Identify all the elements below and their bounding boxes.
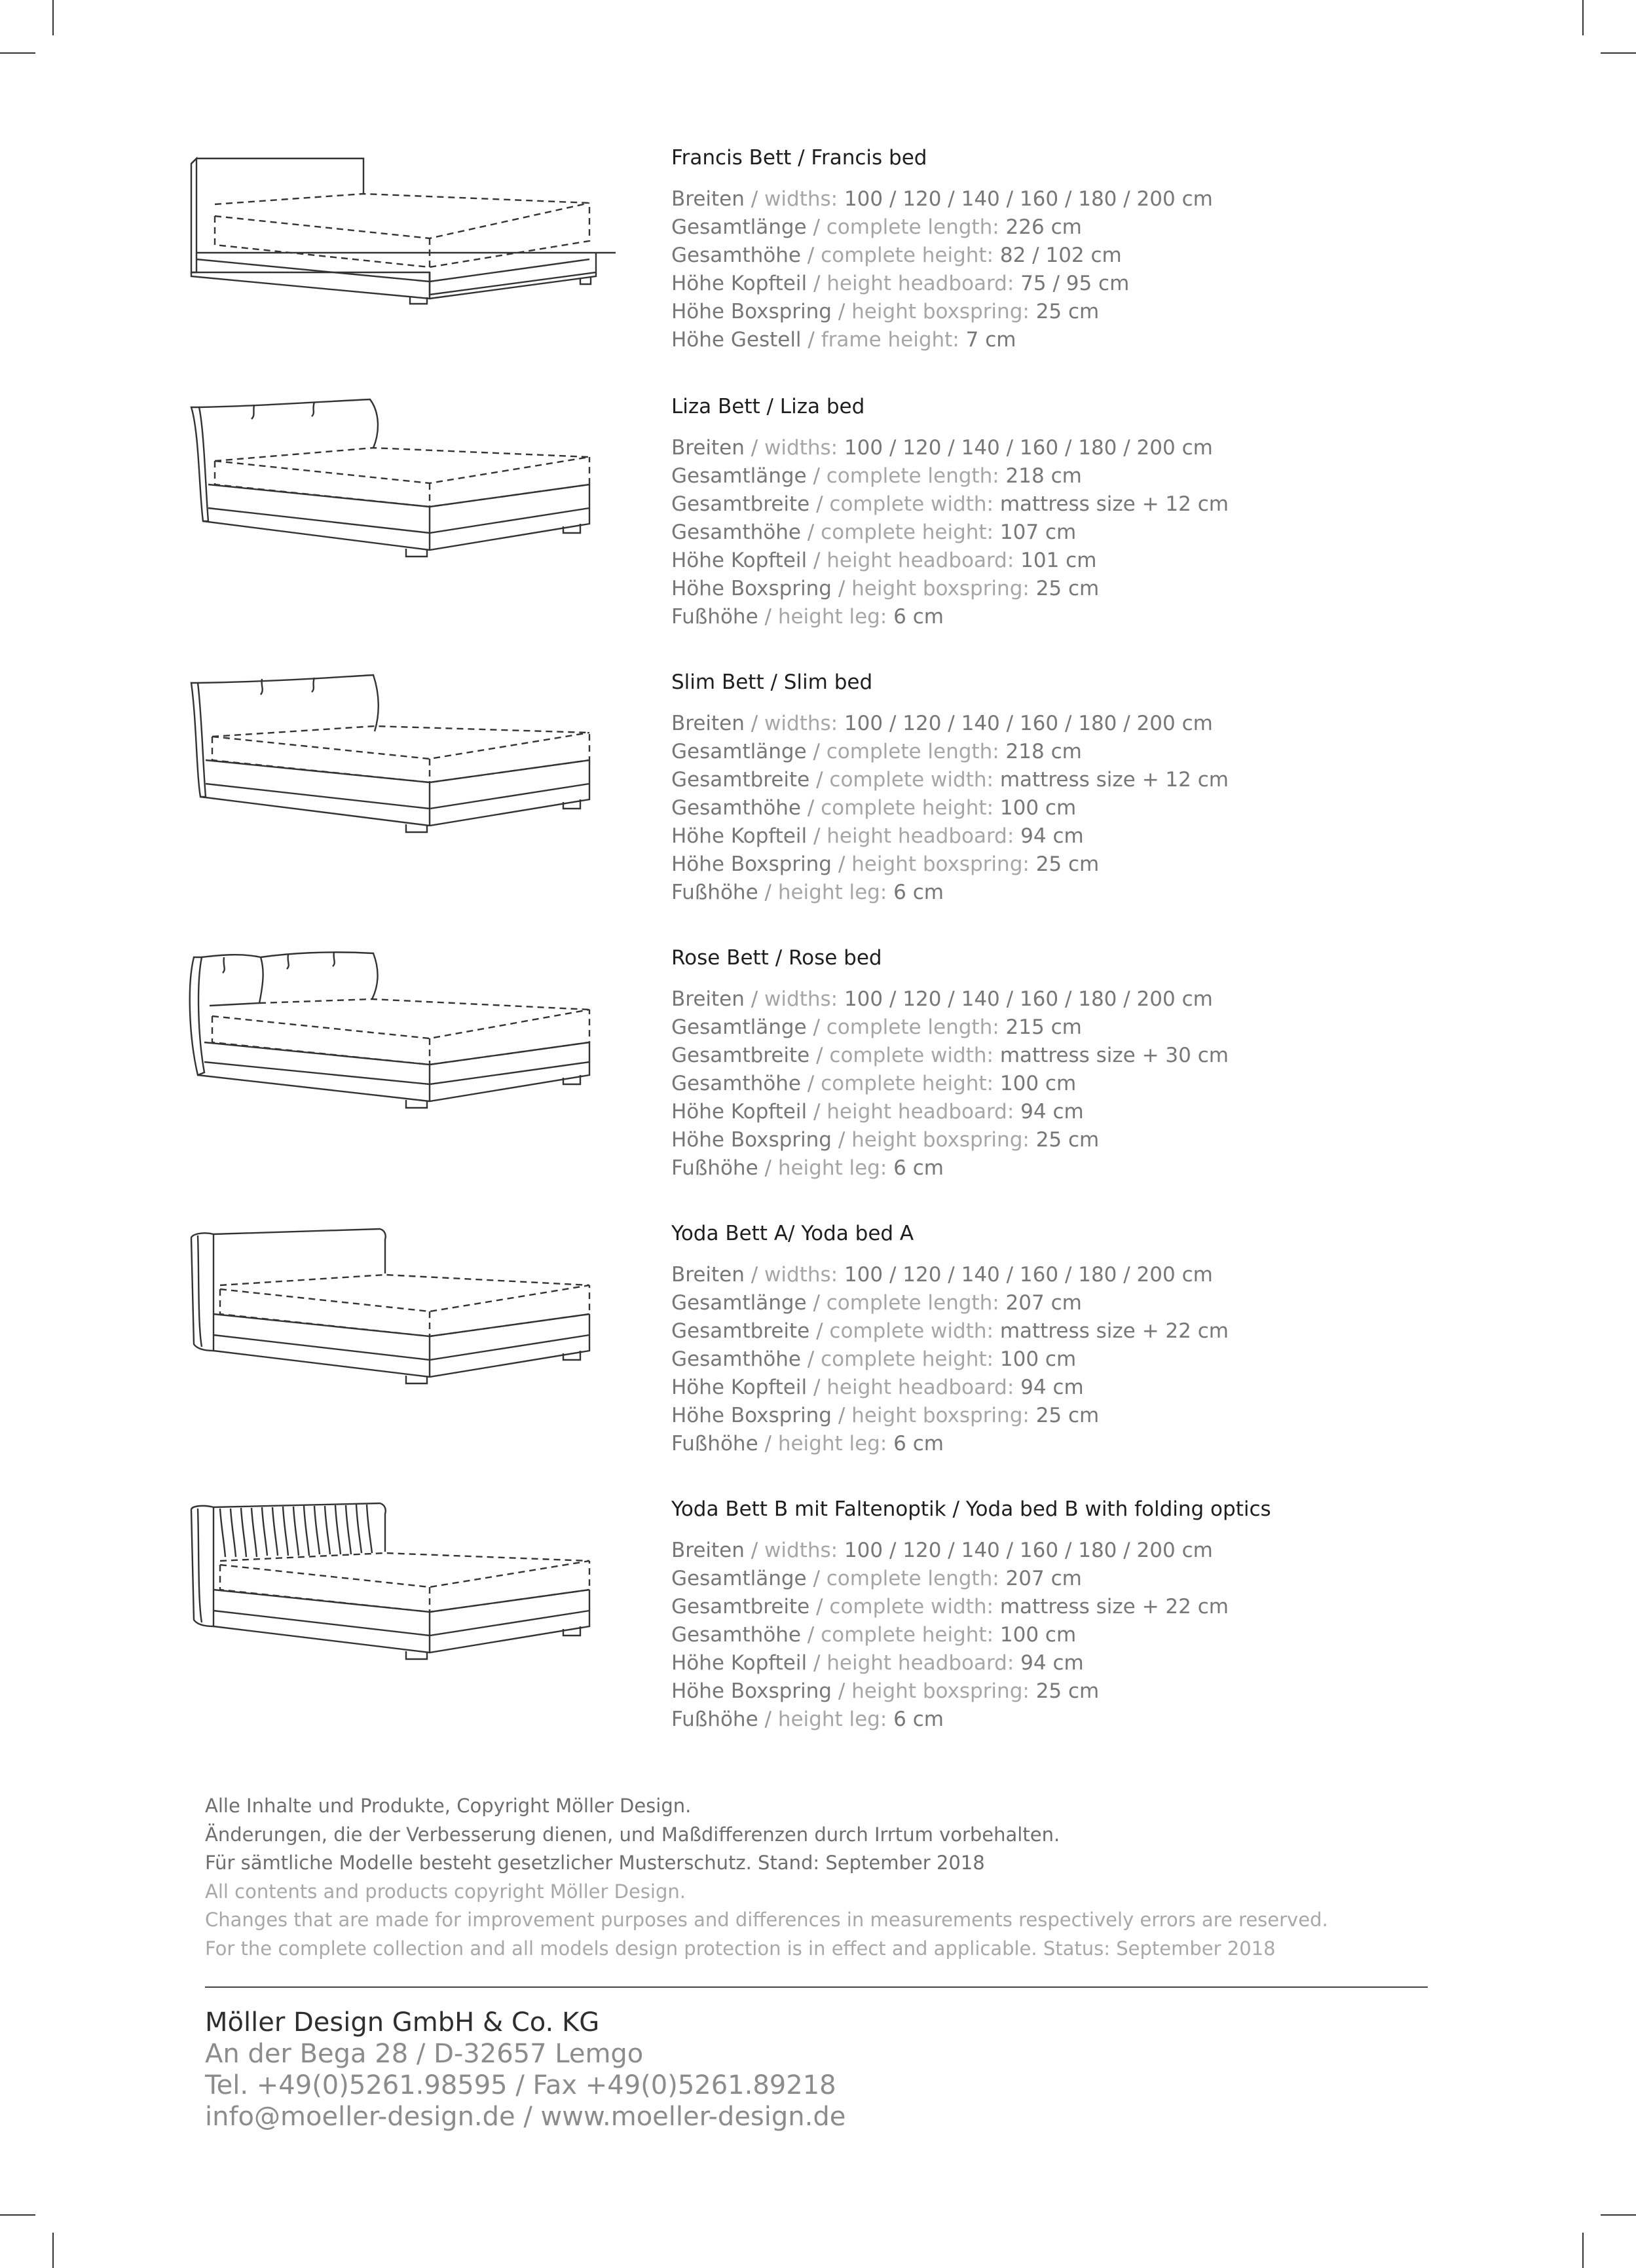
spec-row: Gesamtbreite / complete width: mattress size + 12 cm xyxy=(671,768,1229,792)
spec-label-en: complete length: xyxy=(826,740,999,763)
spec-label-de: Breiten xyxy=(671,987,745,1011)
spec-row: Höhe Kopfteil / height headboard: 101 cm xyxy=(671,549,1097,572)
spec-label-de: Gesamtbreite xyxy=(671,1319,810,1343)
spec-value: 107 cm xyxy=(999,521,1077,544)
spec-label-de: Fußhöhe xyxy=(671,1156,758,1180)
spec-label-en: height boxspring: xyxy=(851,300,1030,323)
spec-label-en: widths: xyxy=(764,436,838,460)
spec-row: Höhe Kopfteil / height headboard: 94 cm xyxy=(671,824,1084,848)
spec-label-de: Gesamthöhe xyxy=(671,796,801,820)
spec-value: 207 cm xyxy=(1005,1567,1082,1590)
spec-value: 6 cm xyxy=(893,1708,944,1731)
bed-liza-illustration xyxy=(183,393,616,629)
spec-label-en: complete height: xyxy=(821,796,994,820)
spec-value: 94 cm xyxy=(1020,1651,1084,1675)
spec-row: Gesamthöhe / complete height: 100 cm xyxy=(671,1623,1077,1647)
spec-value: 100 / 120 / 140 / 160 / 180 / 200 cm xyxy=(844,436,1213,460)
legal-notice xyxy=(205,1792,1449,1963)
spec-value: 101 cm xyxy=(1020,549,1097,572)
bed-francis xyxy=(0,144,1636,406)
spec-value: 94 cm xyxy=(1020,1376,1084,1399)
bed-drawing-liza xyxy=(183,393,616,629)
bed-text-slim xyxy=(671,668,1588,907)
spec-value: mattress size + 12 cm xyxy=(999,492,1229,516)
spec-value: 100 cm xyxy=(999,1072,1077,1095)
spec-label-de: Fußhöhe xyxy=(671,1708,758,1731)
bed-yoda-b-illustration xyxy=(183,1495,616,1731)
spec-row: Höhe Boxspring / height boxspring: 25 cm xyxy=(671,1404,1100,1427)
spec-value: 82 / 102 cm xyxy=(999,244,1122,267)
spec-label-en: complete height: xyxy=(821,1623,994,1647)
spec-label-de: Fußhöhe xyxy=(671,1432,758,1455)
spec-label-de: Fußhöhe xyxy=(671,881,758,904)
spec-label-en: complete width: xyxy=(829,1319,994,1343)
crop-mark xyxy=(1582,0,1584,35)
spec-label-en: height leg: xyxy=(777,605,887,629)
bed-yoda-a-illustration xyxy=(183,1220,616,1455)
bed-title: Francis Bett / Francis bed xyxy=(671,146,927,170)
spec-value: 218 cm xyxy=(1005,740,1082,763)
bed-title: Yoda Bett B mit Faltenoptik / Yoda bed B with folding optics xyxy=(671,1497,1271,1521)
bed-slim xyxy=(0,668,1636,930)
spec-label-de: Höhe Boxspring xyxy=(671,1404,832,1427)
spec-row: Breiten / widths: 100 / 120 / 140 / 160 / 180 / 200 cm xyxy=(671,436,1213,460)
spec-row: Breiten / widths: 100 / 120 / 140 / 160 / 180 / 200 cm xyxy=(671,1539,1213,1562)
spec-label-en: complete height: xyxy=(821,244,994,267)
spec-value: mattress size + 22 cm xyxy=(999,1595,1229,1619)
spec-label-de: Höhe Kopfteil xyxy=(671,1100,808,1124)
spec-label-de: Breiten xyxy=(671,436,745,460)
spec-value: 100 / 120 / 140 / 160 / 180 / 200 cm xyxy=(844,187,1213,211)
spec-label-en: frame height: xyxy=(821,328,959,352)
spec-row: Breiten / widths: 100 / 120 / 140 / 160 / 180 / 200 cm xyxy=(671,1263,1213,1287)
bed-text-francis xyxy=(671,144,1588,354)
spec-row: Höhe Boxspring / height boxspring: 25 cm xyxy=(671,577,1100,600)
spec-label-de: Gesamtlänge xyxy=(671,1015,807,1039)
crop-mark xyxy=(1601,2214,1636,2216)
spec-label-de: Gesamtlänge xyxy=(671,740,807,763)
spec-row: Gesamthöhe / complete height: 100 cm xyxy=(671,796,1077,820)
legal-line-de: Änderungen, die der Verbesserung dienen, und Maßdifferenzen durch Irrtum vorbehalten. xyxy=(205,1823,1060,1846)
bed-slim-illustration xyxy=(183,668,616,904)
spec-row: Breiten / widths: 100 / 120 / 140 / 160 / 180 / 200 cm xyxy=(671,712,1213,735)
spec-label-en: height headboard: xyxy=(827,1651,1014,1675)
bed-text-liza xyxy=(671,393,1588,631)
spec-value: 215 cm xyxy=(1005,1015,1082,1039)
spec-row: Fußhöhe / height leg: 6 cm xyxy=(671,881,944,904)
spec-label-en: widths: xyxy=(764,712,838,735)
spec-value: 226 cm xyxy=(1005,215,1082,239)
spec-label-de: Gesamthöhe xyxy=(671,521,801,544)
crop-mark xyxy=(0,52,35,54)
spec-row: Gesamtlänge / complete length: 218 cm xyxy=(671,464,1082,488)
spec-row: Breiten / widths: 100 / 120 / 140 / 160 / 180 / 200 cm xyxy=(671,187,1213,211)
spec-label-en: complete width: xyxy=(829,768,994,792)
spec-value: 6 cm xyxy=(893,605,944,629)
spec-value: 25 cm xyxy=(1035,1404,1100,1427)
spec-row: Gesamtbreite / complete width: mattress size + 12 cm xyxy=(671,492,1229,516)
spec-label-en: height boxspring: xyxy=(851,1404,1030,1427)
spec-value: 100 cm xyxy=(999,1623,1077,1647)
spec-value: mattress size + 22 cm xyxy=(999,1319,1229,1343)
spec-value: 25 cm xyxy=(1035,577,1100,600)
spec-label-en: complete width: xyxy=(829,1595,994,1619)
spec-row: Gesamtbreite / complete width: mattress size + 30 cm xyxy=(671,1044,1229,1067)
bed-text-yoda-b xyxy=(671,1495,1588,1734)
spec-row: Gesamtlänge / complete length: 215 cm xyxy=(671,1015,1082,1039)
spec-label-de: Gesamtbreite xyxy=(671,768,810,792)
spec-row: Gesamtlänge / complete length: 207 cm xyxy=(671,1291,1082,1315)
crop-mark xyxy=(1582,2233,1584,2268)
spec-label-en: complete height: xyxy=(821,1347,994,1371)
spec-label-de: Gesamtlänge xyxy=(671,215,807,239)
spec-label-en: complete length: xyxy=(826,1291,999,1315)
spec-value: 100 / 120 / 140 / 160 / 180 / 200 cm xyxy=(844,987,1213,1011)
spec-value: 6 cm xyxy=(893,881,944,904)
spec-value: 100 / 120 / 140 / 160 / 180 / 200 cm xyxy=(844,712,1213,735)
spec-value: 6 cm xyxy=(893,1432,944,1455)
spec-label-de: Gesamtlänge xyxy=(671,1567,807,1590)
spec-label-en: complete height: xyxy=(821,521,994,544)
spec-label-en: height headboard: xyxy=(827,549,1014,572)
spec-label-de: Höhe Kopfteil xyxy=(671,824,808,848)
bed-title: Slim Bett / Slim bed xyxy=(671,670,873,694)
spec-label-en: height headboard: xyxy=(827,1376,1014,1399)
spec-label-de: Breiten xyxy=(671,712,745,735)
company-info xyxy=(205,2007,846,2132)
spec-value: 94 cm xyxy=(1020,1100,1084,1124)
spec-label-en: complete width: xyxy=(829,1044,994,1067)
bed-drawing-rose xyxy=(183,944,616,1180)
company-name: Möller Design GmbH & Co. KG xyxy=(205,2007,600,2038)
spec-label-de: Gesamtlänge xyxy=(671,464,807,488)
spec-row: Höhe Kopfteil / height headboard: 75 / 95 cm xyxy=(671,272,1130,295)
bed-yoda-a xyxy=(0,1220,1636,1482)
spec-label-de: Gesamtbreite xyxy=(671,1044,810,1067)
spec-value: 25 cm xyxy=(1035,1679,1100,1703)
spec-row: Gesamtbreite / complete width: mattress size + 22 cm xyxy=(671,1595,1229,1619)
spec-label-de: Breiten xyxy=(671,1539,745,1562)
spec-value: 25 cm xyxy=(1035,852,1100,876)
spec-label-de: Höhe Kopfteil xyxy=(671,549,808,572)
spec-label-de: Breiten xyxy=(671,1263,745,1287)
spec-value: 100 / 120 / 140 / 160 / 180 / 200 cm xyxy=(844,1539,1213,1562)
spec-label-en: height headboard: xyxy=(827,824,1014,848)
crop-mark xyxy=(1601,52,1636,54)
spec-label-de: Breiten xyxy=(671,187,745,211)
spec-row: Gesamtbreite / complete width: mattress size + 22 cm xyxy=(671,1319,1229,1343)
spec-label-en: height leg: xyxy=(777,1708,887,1731)
spec-row: Fußhöhe / height leg: 6 cm xyxy=(671,1708,944,1731)
spec-value: 207 cm xyxy=(1005,1291,1082,1315)
spec-row: Höhe Boxspring / height boxspring: 25 cm xyxy=(671,300,1100,323)
legal-line-de: Alle Inhalte und Produkte, Copyright Möller Design. xyxy=(205,1795,692,1817)
legal-line-de: Für sämtliche Modelle besteht gesetzlicher Musterschutz. Stand: September 2018 xyxy=(205,1852,985,1874)
spec-label-en: widths: xyxy=(764,187,838,211)
spec-row: Gesamthöhe / complete height: 100 cm xyxy=(671,1347,1077,1371)
spec-label-en: height leg: xyxy=(777,1156,887,1180)
spec-label-de: Höhe Kopfteil xyxy=(671,272,808,295)
spec-value: 7 cm xyxy=(965,328,1016,352)
spec-row: Gesamtlänge / complete length: 218 cm xyxy=(671,740,1082,763)
spec-value: 25 cm xyxy=(1035,1128,1100,1152)
spec-value: 100 / 120 / 140 / 160 / 180 / 200 cm xyxy=(844,1263,1213,1287)
spec-label-de: Höhe Boxspring xyxy=(671,1679,832,1703)
spec-row: Gesamthöhe / complete height: 82 / 102 cm xyxy=(671,244,1122,267)
bed-title: Yoda Bett A/ Yoda bed A xyxy=(671,1222,914,1245)
spec-label-en: complete width: xyxy=(829,492,994,516)
spec-label-de: Gesamtbreite xyxy=(671,1595,810,1619)
crop-mark xyxy=(52,2233,54,2268)
company-address: An der Bega 28 / D-32657 Lemgo xyxy=(205,2039,644,2069)
legal-line-en: For the complete collection and all models design protection is in effect and applicable. Status: September 2018 xyxy=(205,1937,1276,1960)
bed-drawing-francis xyxy=(183,144,616,380)
bed-drawing-slim xyxy=(183,668,616,904)
spec-row: Höhe Kopfteil / height headboard: 94 cm xyxy=(671,1376,1084,1399)
spec-row: Gesamtlänge / complete length: 207 cm xyxy=(671,1567,1082,1590)
spec-label-en: height headboard: xyxy=(827,1100,1014,1124)
spec-label-de: Höhe Boxspring xyxy=(671,300,832,323)
spec-row: Gesamthöhe / complete height: 100 cm xyxy=(671,1072,1077,1095)
spec-label-de: Gesamthöhe xyxy=(671,1623,801,1647)
spec-label-de: Gesamthöhe xyxy=(671,1347,801,1371)
legal-line-en: Changes that are made for improvement purposes and differences in measurements respectively errors are reserved. xyxy=(205,1909,1328,1931)
bed-title: Rose Bett / Rose bed xyxy=(671,946,882,970)
spec-value: 100 cm xyxy=(999,796,1077,820)
divider xyxy=(205,1986,1428,1988)
spec-label-en: complete length: xyxy=(826,1015,999,1039)
spec-row: Fußhöhe / height leg: 6 cm xyxy=(671,1432,944,1455)
spec-row: Höhe Gestell / frame height: 7 cm xyxy=(671,328,1016,352)
spec-row: Gesamthöhe / complete height: 107 cm xyxy=(671,521,1077,544)
spec-value: mattress size + 30 cm xyxy=(999,1044,1229,1067)
spec-label-en: widths: xyxy=(764,1263,838,1287)
spec-row: Höhe Boxspring / height boxspring: 25 cm xyxy=(671,1128,1100,1152)
crop-mark xyxy=(0,2214,35,2216)
spec-label-de: Höhe Boxspring xyxy=(671,577,832,600)
spec-row: Höhe Boxspring / height boxspring: 25 cm xyxy=(671,1679,1100,1703)
spec-value: 75 / 95 cm xyxy=(1020,272,1130,295)
bed-liza xyxy=(0,393,1636,655)
spec-label-en: height boxspring: xyxy=(851,1128,1030,1152)
spec-row: Gesamtlänge / complete length: 226 cm xyxy=(671,215,1082,239)
spec-row: Höhe Kopfteil / height headboard: 94 cm xyxy=(671,1651,1084,1675)
spec-value: 6 cm xyxy=(893,1156,944,1180)
spec-label-en: complete length: xyxy=(826,1567,999,1590)
spec-label-en: height leg: xyxy=(777,881,887,904)
bed-rose xyxy=(0,944,1636,1206)
spec-label-en: complete height: xyxy=(821,1072,994,1095)
spec-label-en: height boxspring: xyxy=(851,852,1030,876)
spec-row: Höhe Kopfteil / height headboard: 94 cm xyxy=(671,1100,1084,1124)
spec-label-de: Fußhöhe xyxy=(671,605,758,629)
spec-label-en: widths: xyxy=(764,1539,838,1562)
spec-label-en: height boxspring: xyxy=(851,577,1030,600)
spec-label-de: Gesamthöhe xyxy=(671,244,801,267)
legal-line-en: All contents and products copyright Möller Design. xyxy=(205,1880,686,1903)
spec-row: Fußhöhe / height leg: 6 cm xyxy=(671,605,944,629)
company-web: info@moeller-design.de / www.moeller-design.de xyxy=(205,2102,846,2132)
spec-row: Fußhöhe / height leg: 6 cm xyxy=(671,1156,944,1180)
spec-label-de: Höhe Boxspring xyxy=(671,852,832,876)
spec-label-en: height boxspring: xyxy=(851,1679,1030,1703)
spec-row: Breiten / widths: 100 / 120 / 140 / 160 / 180 / 200 cm xyxy=(671,987,1213,1011)
spec-value: 218 cm xyxy=(1005,464,1082,488)
spec-label-en: height headboard: xyxy=(827,272,1014,295)
bed-yoda-b xyxy=(0,1495,1636,1757)
bed-drawing-yoda-b xyxy=(183,1495,616,1731)
spec-row: Höhe Boxspring / height boxspring: 25 cm xyxy=(671,852,1100,876)
spec-label-en: height leg: xyxy=(777,1432,887,1455)
bed-francis-illustration xyxy=(183,144,616,380)
spec-label-de: Gesamtlänge xyxy=(671,1291,807,1315)
bed-text-rose xyxy=(671,944,1588,1182)
bed-text-yoda-a xyxy=(671,1220,1588,1458)
spec-value: 100 cm xyxy=(999,1347,1077,1371)
spec-label-de: Gesamtbreite xyxy=(671,492,810,516)
spec-label-de: Höhe Kopfteil xyxy=(671,1651,808,1675)
bed-drawing-yoda-a xyxy=(183,1220,616,1455)
spec-value: 94 cm xyxy=(1020,824,1084,848)
spec-label-en: complete length: xyxy=(826,464,999,488)
spec-label-en: complete length: xyxy=(826,215,999,239)
spec-label-de: Höhe Gestell xyxy=(671,328,802,352)
spec-label-de: Höhe Kopfteil xyxy=(671,1376,808,1399)
spec-label-de: Gesamthöhe xyxy=(671,1072,801,1095)
spec-label-en: widths: xyxy=(764,987,838,1011)
crop-mark xyxy=(52,0,54,35)
spec-label-de: Höhe Boxspring xyxy=(671,1128,832,1152)
bed-title: Liza Bett / Liza bed xyxy=(671,395,865,418)
company-phone: Tel. +49(0)5261.98595 / Fax +49(0)5261.89218 xyxy=(205,2070,836,2100)
spec-value: 25 cm xyxy=(1035,300,1100,323)
bed-rose-illustration xyxy=(183,944,616,1180)
spec-value: mattress size + 12 cm xyxy=(999,768,1229,792)
